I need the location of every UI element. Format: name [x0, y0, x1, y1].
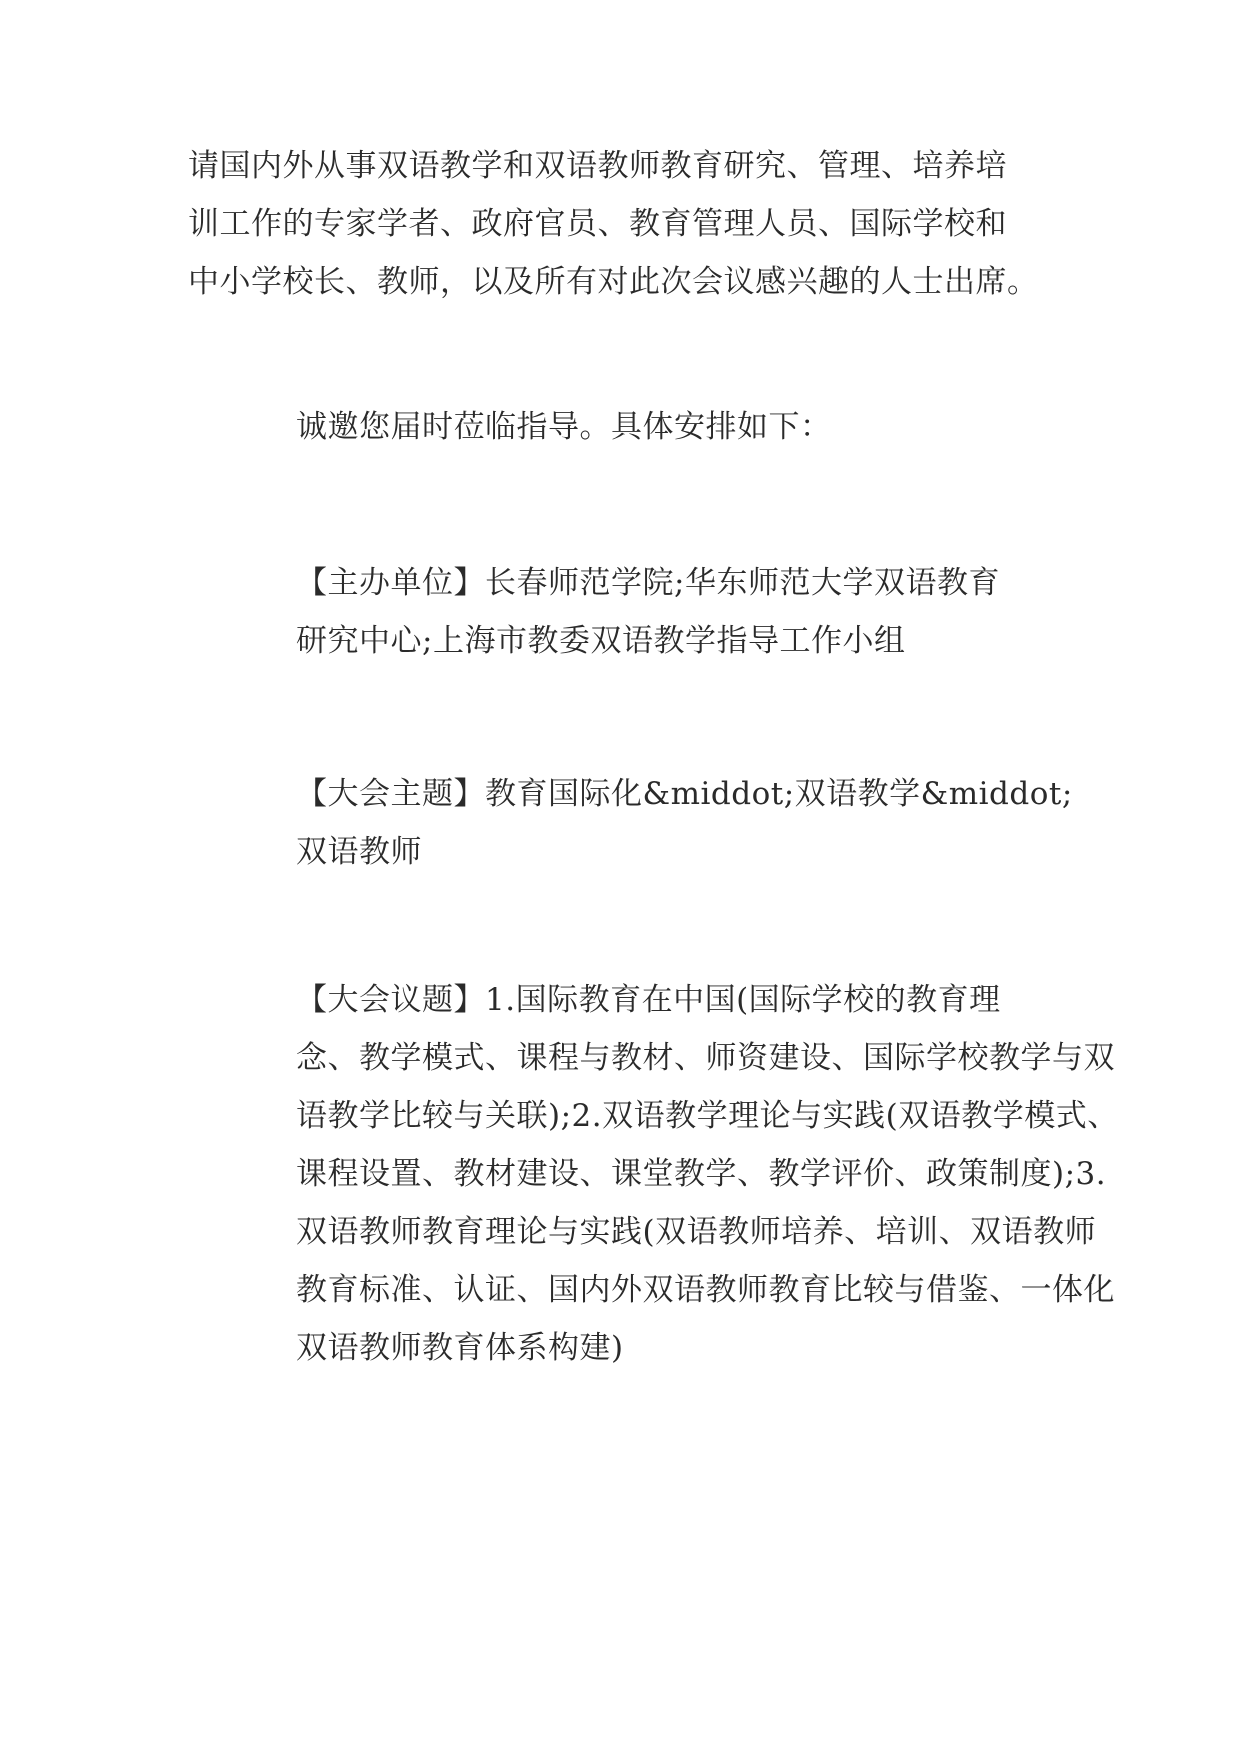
text-line: 中小学校长、教师，以及所有对此次会议感兴趣的人士出席。 — [188, 264, 1039, 300]
paragraph-invitation-scope — [188, 137, 1058, 311]
text-line: 课程设置、教材建设、课堂教学、教学评价、政策制度);3. — [296, 1156, 1107, 1192]
text-line: 【大会议题】1.国际教育在中国(国际学校的教育理 — [296, 982, 1001, 1018]
text-line: 双语教师教育体系构建) — [296, 1330, 624, 1366]
text-line: 双语教师教育理论与实践(双语教师培养、培训、双语教师 — [296, 1214, 1097, 1250]
text-line: 语教学比较与关联);2.双语教学理论与实践(双语教学模式、 — [296, 1098, 1119, 1134]
text-line: 念、教学模式、课程与教材、师资建设、国际学校教学与双 — [296, 1040, 1115, 1076]
paragraph-organizers — [188, 554, 1058, 670]
text-line: 诚邀您届时莅临指导。具体安排如下： — [296, 409, 832, 445]
paragraph-invitation — [188, 398, 1058, 456]
text-line: 请国内外从事双语教学和双语教师教育研究、管理、培养培 — [188, 148, 1007, 184]
text-line: 【大会主题】教育国际化&middot;双语教学&middot; — [296, 776, 1073, 812]
text-line: 研究中心;上海市教委双语教学指导工作小组 — [296, 623, 906, 659]
text-line: 教育标准、认证、国内外双语教师教育比较与借鉴、一体化 — [296, 1272, 1115, 1308]
text-line: 双语教师 — [296, 834, 422, 870]
text-line: 【主办单位】长春师范学院;华东师范大学双语教育 — [296, 565, 1000, 601]
text-line: 训工作的专家学者、政府官员、教育管理人员、国际学校和 — [188, 206, 1007, 242]
paragraph-theme — [188, 765, 1073, 881]
paragraph-topics — [188, 971, 1119, 1377]
